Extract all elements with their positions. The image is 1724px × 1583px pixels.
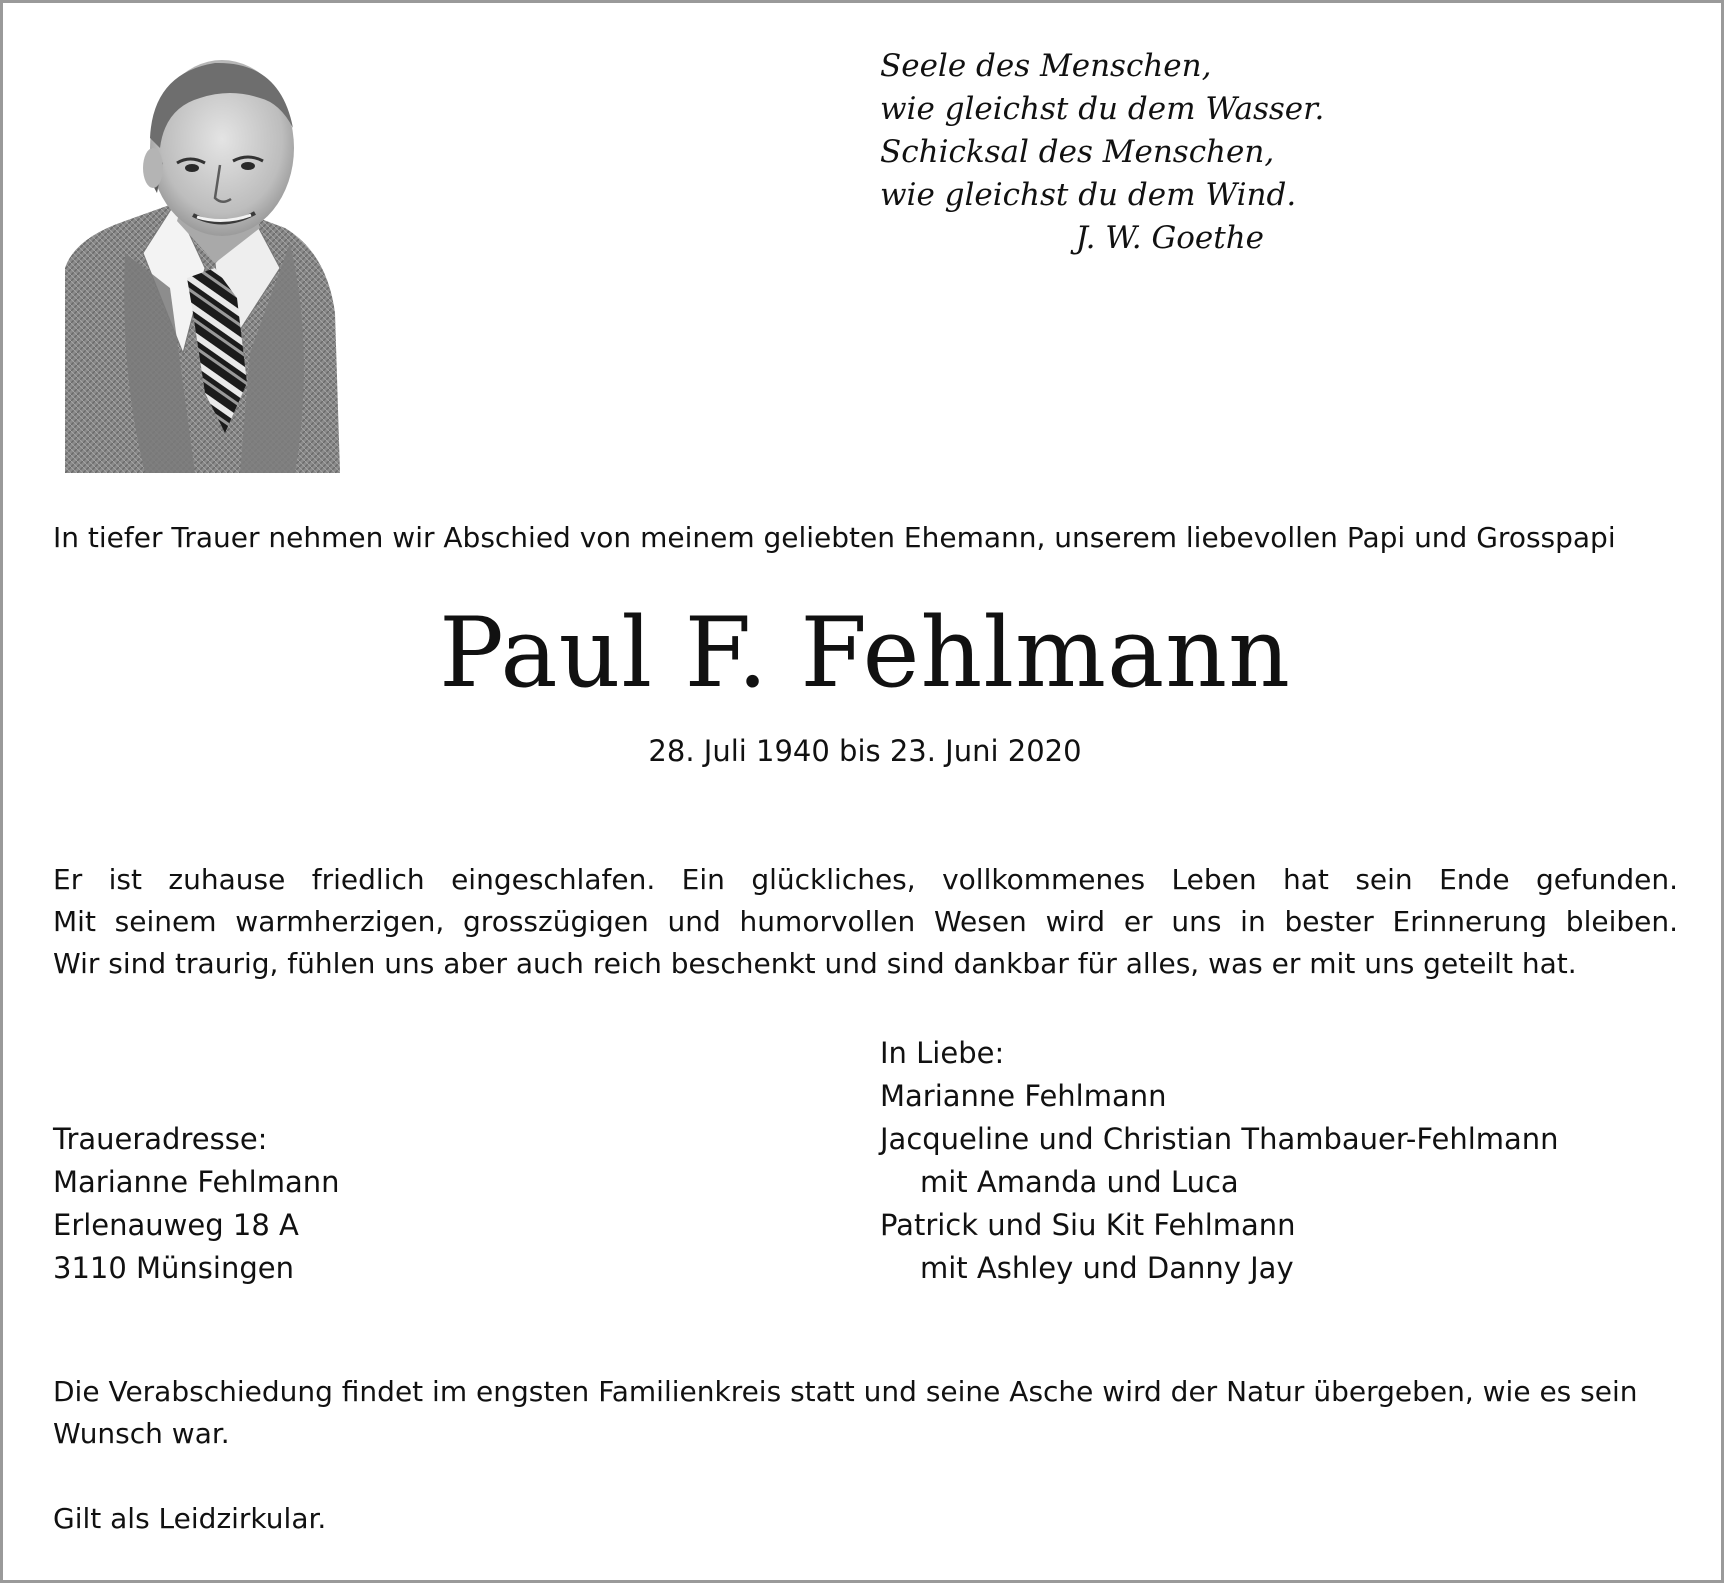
poem-line: Seele des Menschen, bbox=[880, 48, 1212, 84]
deceased-name: Paul F. Fehlmann bbox=[439, 597, 1291, 709]
message-paragraph bbox=[53, 859, 1678, 985]
family-member: Marianne Fehlmann bbox=[880, 1079, 1167, 1113]
poem-line: wie gleichst du dem Wasser. bbox=[880, 91, 1325, 127]
address-name: Marianne Fehlmann bbox=[53, 1165, 340, 1199]
intro-text: In tiefer Trauer nehmen wir Abschied von meinem geliebten Ehemann, unserem liebevollen Papi und Grosspapi bbox=[53, 521, 1616, 554]
family-member: mit Ashley und Danny Jay bbox=[920, 1251, 1294, 1285]
family-member: mit Amanda und Luca bbox=[920, 1165, 1239, 1199]
life-dates: 28. Juli 1940 bis 23. Juni 2020 bbox=[648, 734, 1082, 768]
message-line: Wir sind traurig, fühlen uns aber auch reich beschenkt und sind dankbar für alles, was er mit uns geteilt hat. bbox=[53, 947, 1577, 980]
family-list bbox=[880, 1032, 1680, 1290]
portrait-photo bbox=[65, 53, 365, 473]
poem-author: J. W. Goethe bbox=[1075, 220, 1264, 256]
message-line: Mit seinem warmherzigen, grosszügigen und humorvollen Wesen wird er uns in bester Erinnerung bleiben. bbox=[53, 905, 1678, 938]
mourning-address bbox=[53, 1118, 653, 1290]
poem-quote bbox=[880, 45, 1325, 260]
poem-line: Schicksal des Menschen, bbox=[880, 134, 1275, 170]
portrait-image bbox=[65, 53, 365, 473]
address-street: Erlenauweg 18 A bbox=[53, 1208, 299, 1242]
family-member: Patrick und Siu Kit Fehlmann bbox=[880, 1208, 1296, 1242]
farewell-note: Die Verabschiedung findet im engsten Familienkreis statt und seine Asche wird der Natur übergeben, wie es sein Wunsch war. bbox=[53, 1375, 1638, 1450]
message-line: Er ist zuhause friedlich eingeschlafen. Ein glückliches, vollkommenes Leben hat sein Ende gefunden. bbox=[53, 863, 1678, 896]
family-member: Jacqueline und Christian Thambauer-Fehlmann bbox=[880, 1122, 1559, 1156]
address-label: Traueradresse: bbox=[53, 1122, 268, 1156]
circular-note: Gilt als Leidzirkular. bbox=[53, 1502, 327, 1535]
poem-line: wie gleichst du dem Wind. bbox=[880, 177, 1297, 213]
family-label: In Liebe: bbox=[880, 1036, 1005, 1070]
address-city: 3110 Münsingen bbox=[53, 1251, 294, 1285]
